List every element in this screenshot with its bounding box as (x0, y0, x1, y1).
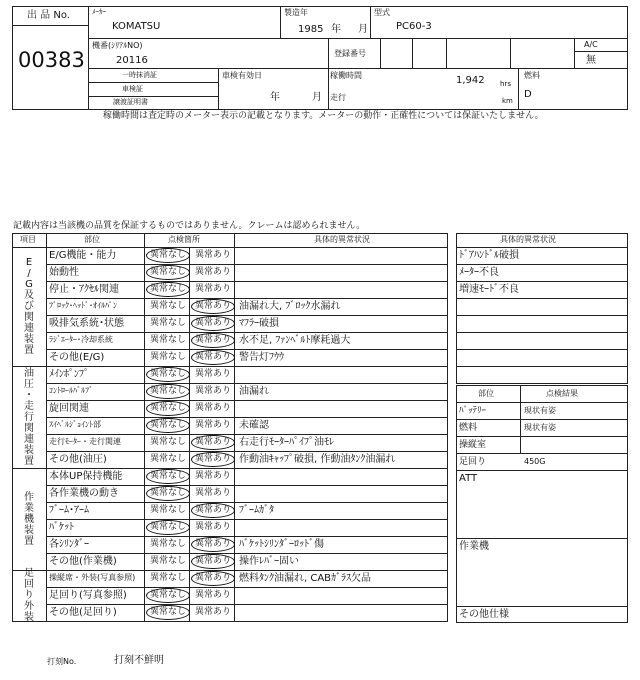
header-divider (574, 51, 628, 52)
status-mark-circle (146, 265, 190, 280)
issues-header-divider (456, 247, 628, 248)
table-row-divider (46, 502, 448, 503)
disclaimer: 記載内容は当該機の品質を保証するものではありません。クレームは認められません。 (13, 221, 366, 231)
header-divider (412, 38, 413, 68)
status-ng: 異常あり (195, 284, 232, 294)
issues-row-divider (456, 366, 628, 367)
status-ng: 異常あり (195, 301, 232, 311)
table-detail: ﾏﾌﾗｰ破損 (239, 318, 279, 329)
status-mark-circle (191, 537, 235, 552)
table-part: その他(作業機) (49, 556, 117, 567)
header-divider (88, 96, 218, 97)
check-part: ATT (459, 473, 478, 484)
table-detail: 操作ﾚﾊﾞｰ固い (239, 556, 299, 567)
maker-label: ﾒｰｶｰ (92, 8, 106, 16)
issue-item: ﾄﾞｱﾊﾝﾄﾞﾙ破損 (459, 250, 519, 261)
valid-month-unit: 月 (312, 92, 322, 103)
status-ng: 異常あり (195, 454, 232, 464)
table-row-divider (46, 281, 448, 282)
hours-value: 1,942 (456, 75, 485, 86)
table-detail: 警告灯ﾌｳｳ (239, 352, 284, 363)
table-part: ｺﾝﾄﾛｰﾙﾊﾞﾙﾌﾞ (49, 386, 93, 395)
status-ng: 異常あり (195, 369, 232, 379)
hours-unit: hrs (500, 80, 511, 88)
model-label: 型式 (374, 8, 390, 17)
header-divider (88, 6, 89, 110)
fuel-value: D (524, 89, 532, 100)
check-part: ﾊﾞｯﾃﾘｰ (459, 406, 487, 416)
table-header-divider (12, 247, 448, 248)
check-part: その他仕様 (459, 609, 509, 620)
table-part: 始動性 (49, 267, 79, 278)
serial-value: 20116 (116, 55, 148, 66)
status-ok: 異常なし (150, 267, 187, 277)
status-mark-circle (191, 299, 235, 314)
stamp-value: 打刻不鮮明 (114, 655, 164, 666)
status-mark-circle (146, 418, 190, 433)
table-part: 吸排気系統･状態 (49, 318, 124, 329)
inspection-cert-label: 車検証 (122, 85, 143, 93)
lot-number-value: 00383 (18, 48, 85, 72)
status-ok: 異常なし (150, 488, 187, 498)
issues-row-divider (456, 281, 628, 282)
status-ng: 異常あり (195, 539, 232, 549)
table-part: 走行ﾓｰﾀｰ・走行関連 (49, 437, 121, 446)
check-header-part: 部位 (478, 389, 494, 398)
status-ng: 異常あり (195, 403, 232, 413)
check-row-divider (456, 419, 628, 420)
serial-label: 機番(ｼﾘｱﾙNO) (92, 41, 143, 50)
header-divider (510, 38, 511, 68)
table-row-divider (46, 298, 448, 299)
status-ok: 異常なし (150, 352, 187, 362)
issue-item: 増速ﾓｰﾄﾞ不良 (459, 284, 519, 295)
table-row-divider (46, 400, 448, 401)
table-part: 旋回関連 (49, 403, 89, 414)
category-label: E / G 及 び 関 連 装 置 (24, 257, 34, 356)
table-part: 各作業機の動き (49, 488, 119, 499)
header-detail: 具体的異常状況 (314, 235, 370, 244)
check-result: 現状有姿 (524, 423, 556, 432)
table-row-divider (46, 383, 448, 384)
status-ng: 異常あり (195, 505, 232, 515)
status-mark-circle (146, 282, 190, 297)
table-row-divider (12, 366, 448, 367)
year-value: 1985 (298, 24, 324, 35)
table-row-divider (46, 349, 448, 350)
table-detail: ﾊﾞｹｯﾄｼﾘﾝﾀﾞｰﾛｯﾄﾞ傷 (239, 539, 324, 550)
header-divider (370, 6, 371, 38)
status-mark-circle (191, 350, 235, 365)
table-part: ﾗｼﾞｴｰﾀｰ･冷却系統 (49, 335, 113, 344)
issue-item: ﾒｰﾀｰ不良 (459, 267, 499, 278)
check-result: 現状有姿 (524, 406, 556, 415)
header-divider (328, 68, 329, 110)
km-unit: km (502, 97, 513, 105)
check-part: 作業機 (459, 541, 489, 552)
status-mark-circle (191, 554, 235, 569)
status-ok: 異常なし (150, 539, 187, 549)
check-col-divider (189, 315, 190, 332)
header-divider (518, 68, 519, 110)
status-ok: 異常なし (150, 505, 187, 515)
check-part: 足回り (459, 457, 487, 467)
status-ok: 異常なし (150, 301, 187, 311)
status-mark-circle (191, 316, 235, 331)
header-divider (446, 38, 447, 68)
table-row-divider (46, 536, 448, 537)
status-ng: 異常あり (195, 437, 232, 447)
header-divider (574, 38, 575, 68)
status-mark-circle (191, 503, 235, 518)
reg-label: 登録番号 (334, 49, 366, 58)
status-ng: 異常あり (195, 386, 232, 396)
ac-value: 無 (586, 55, 596, 66)
table-detail: ﾌﾞｰﾑｶﾞﾀ (239, 505, 274, 516)
check-col-divider (189, 553, 190, 570)
status-ok: 異常なし (150, 471, 187, 481)
header-divider (88, 82, 218, 83)
check-col-divider (189, 502, 190, 519)
status-ok: 異常なし (150, 369, 187, 379)
month-unit: 月 (358, 24, 368, 35)
ac-label: A/C (584, 40, 598, 49)
header-divider (280, 6, 281, 38)
table-detail: 燃料ﾀﾝｸ油漏れ, CABｶﾞﾗｽ欠品 (239, 573, 372, 584)
table-part: ﾊﾞｹｯﾄ (49, 522, 74, 533)
hours-label: 稼働時間 (330, 71, 362, 80)
status-ok: 異常なし (150, 573, 187, 583)
table-detail: 作動油ｷｬｯﾌﾟ破損, 作動油ﾀﾝｸ油漏れ (239, 454, 396, 465)
status-ok: 異常なし (150, 284, 187, 294)
status-ng: 異常あり (195, 250, 232, 260)
table-row-divider (46, 332, 448, 333)
table-col-divider (46, 233, 47, 621)
fuel-label: 燃料 (524, 71, 540, 80)
status-ng: 異常あり (195, 573, 232, 583)
status-ng: 異常あり (195, 352, 232, 362)
check-col-divider (189, 570, 190, 587)
header-divider (88, 38, 628, 39)
category-label: 足 回 り 外 装 (24, 568, 34, 623)
status-ng: 異常あり (195, 420, 232, 430)
table-row-divider (12, 570, 448, 571)
status-ng: 異常あり (195, 590, 232, 600)
run-label: 走行 (330, 93, 346, 102)
valid-year-unit: 年 (270, 92, 280, 103)
issues-row-divider (456, 349, 628, 350)
check-row-divider (456, 402, 628, 403)
table-part: 足回り(写真参照) (49, 590, 127, 601)
table-row-divider (46, 553, 448, 554)
table-detail: 油漏れ (239, 386, 269, 397)
table-part: ｽｲﾍﾞﾙｼﾞｮｲﾝﾄ部 (49, 420, 101, 429)
table-row-divider (46, 417, 448, 418)
status-ok: 異常なし (150, 250, 187, 260)
table-row-divider (46, 587, 448, 588)
check-row-divider (456, 470, 628, 471)
table-part: 停止・ｱｸｾﾙ関連 (49, 284, 119, 295)
issues-header: 具体的異常状況 (500, 235, 556, 244)
check-col-divider (189, 434, 190, 451)
issues-row-divider (456, 298, 628, 299)
header-divider (88, 68, 628, 69)
table-part: ﾌﾞｰﾑ･ｱｰﾑ (49, 505, 89, 516)
table-part: その他(E/G) (49, 352, 105, 363)
check-col-divider (189, 349, 190, 366)
table-part: ﾌﾞﾛｯｸ･ﾍｯﾄﾞ･ｵｲﾙﾊﾟﾝ (49, 301, 117, 310)
check-result: 450G (524, 457, 546, 466)
table-detail: 水不足, ﾌｧﾝﾍﾞﾙﾄ摩耗過大 (239, 335, 351, 346)
status-ok: 異常なし (150, 522, 187, 532)
status-ok: 異常なし (150, 335, 187, 345)
check-frame (456, 385, 628, 623)
table-part: E/G機能・能力 (49, 250, 117, 261)
status-ok: 異常なし (150, 318, 187, 328)
status-ok: 異常なし (150, 607, 187, 617)
status-ng: 異常あり (195, 607, 232, 617)
check-row-divider (456, 606, 628, 607)
issues-row-divider (456, 264, 628, 265)
table-part: その他(足回り) (49, 607, 117, 618)
status-ng: 異常あり (195, 471, 232, 481)
status-mark-circle (146, 588, 190, 603)
check-col-divider (189, 332, 190, 349)
table-row-divider (46, 604, 448, 605)
status-ng: 異常あり (195, 318, 232, 328)
valid-date-label: 車検有効日 (222, 71, 262, 80)
table-row-divider (46, 315, 448, 316)
category-label: 油 圧 ・ 走 行 関 連 装 置 (24, 367, 34, 467)
header-divider (12, 25, 88, 26)
status-mark-circle (146, 605, 190, 620)
status-ok: 異常なし (150, 454, 187, 464)
status-ok: 異常なし (150, 403, 187, 413)
check-header-result: 点検結果 (546, 389, 578, 398)
status-mark-circle (146, 367, 190, 382)
temp-cancel-label: 一時抹消証 (122, 71, 157, 79)
lot-number-label: 出 品 No. (27, 10, 70, 21)
status-mark-circle (146, 384, 190, 399)
check-row-divider (456, 453, 628, 454)
table-part: 操縦席・外装(写真参照) (49, 573, 136, 582)
status-mark-circle (146, 520, 190, 535)
header-divider (380, 38, 381, 68)
table-row-divider (12, 468, 448, 469)
status-ok: 異常なし (150, 386, 187, 396)
table-detail: 油漏れ大, ﾌﾞﾛｯｸ水漏れ (239, 301, 341, 312)
model-value: PC60-3 (396, 21, 432, 32)
check-col-divider (189, 298, 190, 315)
status-mark-circle (146, 469, 190, 484)
status-mark-circle (146, 486, 190, 501)
header-part: 部位 (84, 235, 100, 244)
header-check: 点検箇所 (168, 235, 200, 244)
check-part: 燃料 (459, 423, 478, 433)
year-unit: 年 (331, 24, 341, 35)
status-ng: 異常あり (195, 335, 232, 345)
status-ng: 異常あり (195, 556, 232, 566)
status-mark-circle (191, 452, 235, 467)
status-ok: 異常なし (150, 420, 187, 430)
status-ok: 異常なし (150, 437, 187, 447)
check-row-divider (456, 538, 628, 539)
table-row-divider (46, 519, 448, 520)
table-part: 本体UP保持機能 (49, 471, 123, 482)
table-row-divider (46, 264, 448, 265)
table-part: ﾒｲﾝﾎﾟﾝﾌﾟ (49, 369, 89, 380)
status-mark-circle (146, 248, 190, 263)
header-item: 項目 (20, 235, 36, 244)
table-col-divider (144, 233, 145, 621)
table-detail: 右走行ﾓｰﾀｰﾊﾟｲﾌﾟ油ﾓﾚ (239, 437, 334, 448)
table-detail: 未確認 (239, 420, 269, 431)
status-ng: 異常あり (195, 488, 232, 498)
issues-row-divider (456, 332, 628, 333)
category-label: 作 業 機 装 置 (24, 491, 34, 547)
maker-value: KOMATSU (112, 21, 161, 32)
table-part: 各ｼﾘﾝﾀﾞｰ (49, 539, 89, 550)
status-ng: 異常あり (195, 522, 232, 532)
hours-note: 稼働時間は査定時のメーター表示の記載となります。メーターの動作・正確性については保証いたしません。 (103, 111, 544, 121)
status-ok: 異常なし (150, 556, 187, 566)
check-col-divider (189, 536, 190, 553)
year-label: 製造年 (284, 8, 308, 17)
check-part: 操縦室 (459, 440, 487, 450)
status-mark-circle (191, 435, 235, 450)
issues-row-divider (456, 315, 628, 316)
status-mark-circle (191, 333, 235, 348)
table-row-divider (46, 434, 448, 435)
check-col-divider (189, 451, 190, 468)
status-mark-circle (146, 401, 190, 416)
table-row-divider (46, 485, 448, 486)
stamp-label: 打刻No. (47, 657, 77, 666)
transfer-cert-label: 譲渡証明書 (113, 98, 148, 106)
table-row-divider (46, 451, 448, 452)
status-mark-circle (191, 571, 235, 586)
check-row-divider (456, 436, 628, 437)
status-ng: 異常あり (195, 267, 232, 277)
header-divider (328, 38, 329, 68)
header-divider (218, 68, 219, 110)
status-ok: 異常なし (150, 590, 187, 600)
table-part: その他(油圧) (49, 454, 107, 465)
